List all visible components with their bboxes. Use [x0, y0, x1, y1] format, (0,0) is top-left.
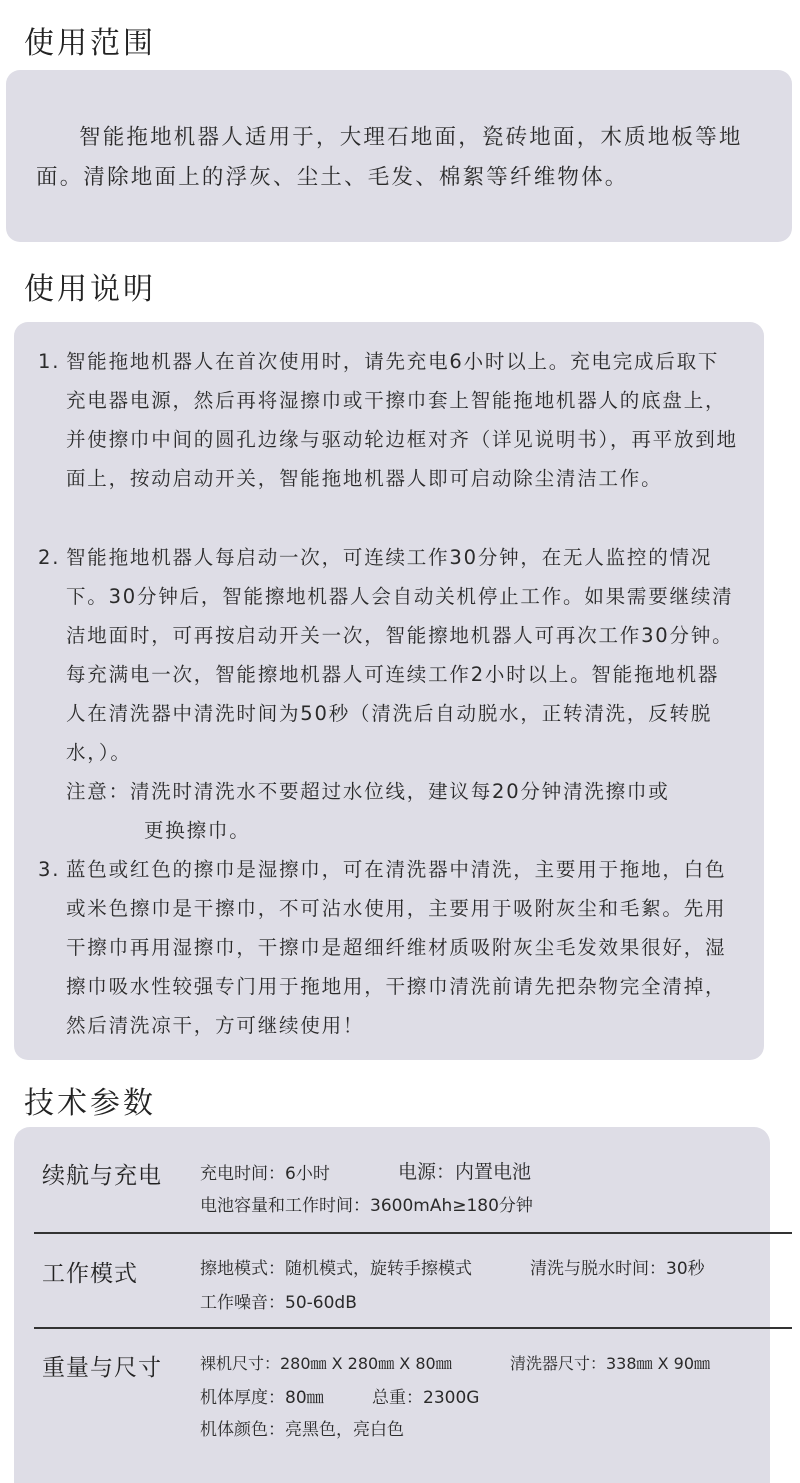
spec-color: 机体颜色：亮黑色，亮白色 [200, 1420, 404, 1440]
spec-noise: 工作噪音：50-60dB [200, 1293, 357, 1313]
instruction-number: 3. [38, 858, 61, 881]
specs-title: 技术参数 [24, 1086, 156, 1121]
instruction-item-2 [38, 538, 740, 772]
note-line-2: 更换擦巾。 [144, 819, 251, 842]
note-line-1: 注意：清洗时清洗水不要超过水位线，建议每20分钟清洗擦巾或 [66, 780, 670, 803]
spec-label-mode: 工作模式 [42, 1261, 138, 1287]
spec-charge-time: 充电时间：6小时 [200, 1164, 330, 1184]
spec-label-size: 重量与尺寸 [42, 1355, 162, 1381]
instruction-text: 智能拖地机器人在首次使用时，请先充电6小时以上。充电完成后取下充电器电源，然后再将湿擦巾或干擦巾套上智能拖地机器人的底盘上，并使擦巾中间的圆孔边缘与驱动轮边框对齐（详见说明书），再平放到地面上，按动启动开关，智能拖地机器人即可启动除尘清洁工作。 [66, 350, 738, 490]
instruction-text: 智能拖地机器人每启动一次，可连续工作30分钟，在无人监控的情况下。30分钟后，智能擦地机器人会自动关机停止工作。如果需要继续清洁地面时，可再按启动开关一次，智能擦地机器人可再次工作30分钟。每充满电一次，智能擦地机器人可连续工作2小时以上。智能拖地机器人在清洗器中清洗时间为50秒（清洗后自动脱水，正转清洗，反转脱水，）。 [66, 546, 734, 764]
spec-thickness: 机体厚度：80㎜ [200, 1388, 324, 1408]
spec-power-source: 电源：内置电池 [398, 1161, 532, 1183]
instruction-number: 2. [38, 546, 61, 569]
spec-mop-mode: 擦地模式：随机模式，旋转手擦模式 [200, 1259, 472, 1279]
spec-battery-capacity: 电池容量和工作时间：3600mAh≥180分钟 [200, 1196, 533, 1216]
spec-label-battery: 续航与充电 [42, 1163, 162, 1189]
instructions-title: 使用说明 [24, 272, 156, 307]
spec-wash-time: 清洗与脱水时间：30秒 [530, 1259, 705, 1279]
instruction-item-1 [38, 342, 740, 498]
scope-panel [6, 70, 792, 242]
spec-divider [34, 1327, 792, 1329]
instructions-panel [14, 322, 764, 1060]
spec-body-size: 裸机尺寸：280㎜ X 280㎜ X 80㎜ [200, 1354, 452, 1373]
instruction-text: 蓝色或红色的擦巾是湿擦巾，可在清洗器中清洗，主要用于拖地，白色或米色擦巾是干擦巾，不可沾水使用，主要用于吸附灰尘和毛絮。先用干擦巾再用湿擦巾，干擦巾是超细纤维材质吸附灰尘毛发效果很好，湿擦巾吸水性较强专门用于拖地用，干擦巾清洗前请先把杂物完全清掉，然后清洗凉干，方可继续使用！ [66, 858, 727, 1037]
spec-washer-size: 清洗器尺寸：338㎜ X 90㎜ [510, 1354, 711, 1373]
instruction-note [66, 772, 740, 850]
spec-divider [34, 1232, 792, 1234]
scope-text: 智能拖地机器人适用于，大理石地面，瓷砖地面，木质地板等地面。清除地面上的浮灰、尘土、毛发、棉絮等纤维物体。 [36, 125, 743, 190]
specs-panel [14, 1127, 770, 1483]
spec-weight: 总重：2300G [372, 1388, 480, 1408]
instruction-number: 1. [38, 350, 61, 373]
instruction-item-3 [38, 850, 740, 1045]
scope-title: 使用范围 [24, 26, 156, 61]
